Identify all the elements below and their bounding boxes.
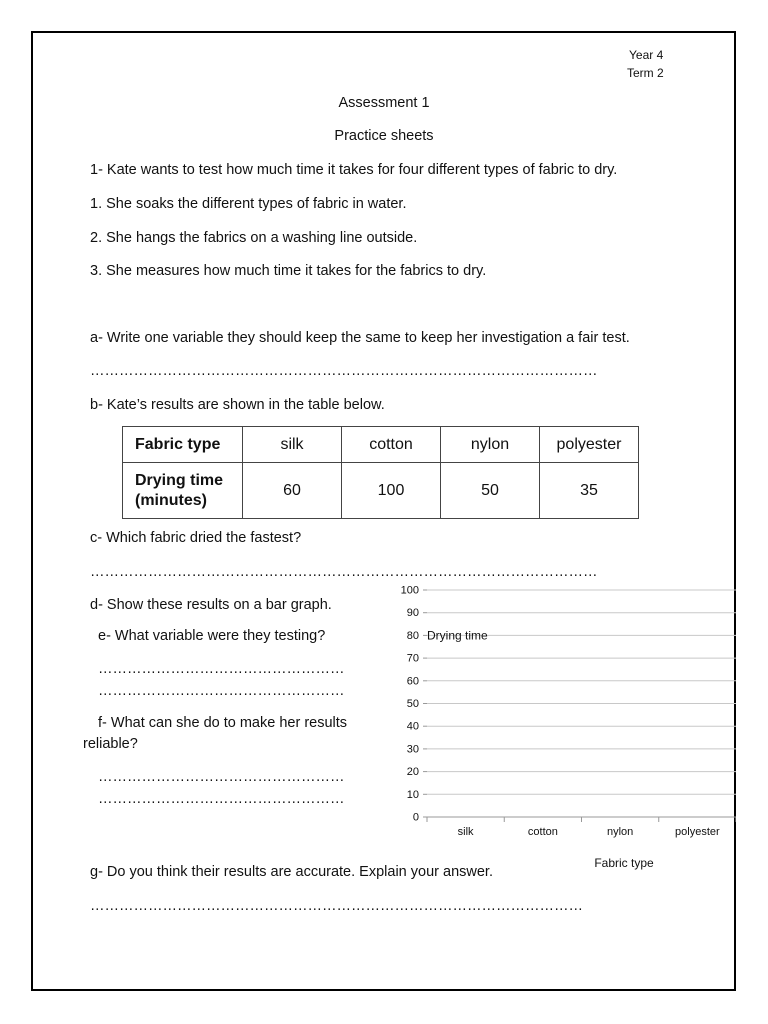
legend-series-label: Drying time — [427, 628, 488, 643]
y-tick-label: 20 — [406, 766, 419, 779]
x-axis-label: Fabric type — [594, 856, 654, 870]
part-f-answer-line-2[interactable]: …………………………………………… — [98, 791, 345, 807]
term-label: Term 2 — [627, 66, 664, 80]
y-tick-label: 100 — [400, 584, 419, 597]
drying-time-header-line2: (minutes) — [135, 491, 207, 509]
x-tick-label: silk — [457, 826, 474, 838]
drying-time-header-line1: Drying time — [135, 471, 224, 489]
part-f-question-line2: reliable? — [83, 736, 138, 752]
part-c-answer-line[interactable]: …………………………………………………………………………………………… — [90, 564, 598, 580]
year-label: Year 4 — [629, 48, 664, 62]
y-tick-label: 50 — [406, 698, 419, 710]
time-cell: 35 — [540, 463, 639, 519]
fabric-cell: nylon — [441, 427, 540, 463]
y-tick-label: 80 — [406, 629, 419, 642]
y-tick-label: 60 — [406, 675, 419, 688]
fabric-cell: cotton — [342, 427, 441, 463]
x-tick-label: polyester — [675, 826, 720, 838]
page-subtitle: Practice sheets — [334, 128, 434, 144]
fabric-type-header: Fabric type — [123, 427, 243, 463]
part-e-question: e- What variable were they testing? — [98, 628, 326, 644]
part-g-question: g- Do you think their results are accurate. Explain your answer. — [90, 864, 493, 880]
part-f-answer-line-1[interactable]: …………………………………………… — [98, 769, 345, 785]
part-e-answer-line-2[interactable]: …………………………………………… — [98, 683, 345, 699]
part-c-question: c- Which fabric dried the fastest? — [90, 530, 302, 546]
question-1-intro: 1- Kate wants to test how much time it takes for four different types of fabric to dry. — [90, 162, 618, 178]
table-row — [123, 427, 639, 463]
x-tick-label: nylon — [606, 826, 634, 838]
part-d-question: d- Show these results on a bar graph. — [90, 597, 332, 613]
fabric-cell: polyester — [540, 427, 639, 463]
y-tick-label: 90 — [406, 607, 419, 620]
time-cell: 60 — [243, 463, 342, 519]
results-table — [122, 426, 639, 519]
step-1: 1. She soaks the different types of fabric in water. — [90, 196, 407, 212]
fabric-cell: silk — [243, 427, 342, 463]
drying-time-header — [123, 463, 243, 519]
part-b-question: b- Kate’s results are shown in the table below. — [90, 397, 385, 413]
table-row — [123, 463, 639, 519]
step-2: 2. She hangs the fabrics on a washing line outside. — [90, 230, 418, 246]
y-tick-label: 70 — [406, 652, 419, 665]
time-cell: 100 — [342, 463, 441, 519]
y-tick-label: 40 — [406, 720, 419, 733]
bar-graph-template[interactable] — [390, 580, 736, 870]
time-cell: 50 — [441, 463, 540, 519]
page-title: Assessment 1 — [338, 95, 430, 111]
y-tick-label: 10 — [406, 788, 419, 801]
step-3: 3. She measures how much time it takes for the fabrics to dry. — [90, 263, 487, 279]
y-tick-label: 30 — [406, 743, 419, 756]
x-tick-label: cotton — [527, 826, 558, 838]
y-tick-label: 0 — [412, 811, 419, 824]
part-e-answer-line-1[interactable]: …………………………………………… — [98, 661, 345, 677]
part-a-question: a- Write one variable they should keep the same to keep her investigation a fair test. — [90, 330, 630, 346]
part-f-question-line1: f- What can she do to make her results — [98, 715, 348, 731]
part-g-answer-line[interactable]: ………………………………………………………………………………………… — [90, 898, 583, 914]
part-a-answer-line[interactable]: …………………………………………………………………………………………… — [90, 363, 598, 379]
